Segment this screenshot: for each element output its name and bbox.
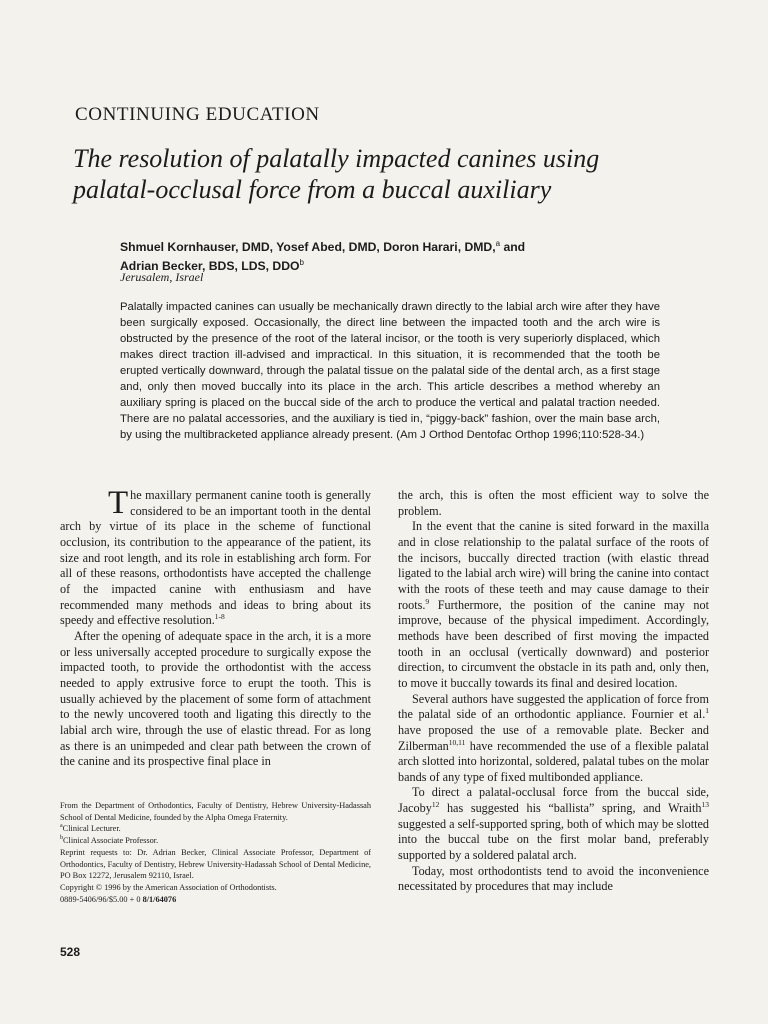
author-list xyxy=(120,236,680,274)
footnotes xyxy=(60,800,371,905)
citation-ref: 1-8 xyxy=(214,612,225,622)
body-paragraph: Several authors have suggested the application of force from the palatal side of an orthodontic appliance. Fournier et al.$^1$ have proposed the use of a removable plate. Becker and Zilberman$^{10,11}$ have recommended the use of a flexible palatal arch slotted into horizontal, soldered, palatal tubes on the molar bands of any type of fixed multibonded appliance. xyxy=(398,691,709,784)
authors-line-1: Shmuel Kornhauser, DMD, Yosef Abed, DMD, Doron Harari, DMD, xyxy=(120,240,496,255)
abstract: Palatally impacted canines can usually be mechanically drawn directly to the labial arch wire after they have been surgically exposed. Occasionally, the direct line between the impacted tooth and the arch wire is obstructed by the presence of the root of the lateral incisor, or the tooth is very superiorly displaced, which makes direct traction ill-advised and impractical. In this situation, it is recommended that the tooth be erupted vertically downward, through the palatal tissue on the palatal side of the dental arch, as a first stage and, only then moved buccally into its place in the arch. This article describes a method whereby an auxiliary spring is placed on the buccal side of the arch to produce the vertical and palatal traction needed. There are no palatal accessories, and the auxiliary is tied in, “piggy-back” fashion, over the main base arch, by using the multibracketed appliance already present. (Am J Orthod Dentofac Orthop 1996;110:528-34.) xyxy=(120,301,660,441)
authors-and: and xyxy=(500,240,526,255)
authors-line-2: Adrian Becker, BDS, LDS, DDO xyxy=(120,259,300,274)
body-paragraph: Today, most orthodontists tend to avoid the inconvenience necessitated by procedures that may include xyxy=(398,863,709,894)
footnote-code: 0889-5406/96/$5.00 + 0 8/1/64076 xyxy=(60,894,177,904)
citation-ref: 9 xyxy=(425,596,430,606)
body-paragraph: After the opening of adequate space in the arch, it is a more or less universally accepted procedure to surgically expose the impacted tooth, to provide the orthodontist with the access needed to apply extrusive force to erupt the tooth. This is usually achieved by the placement of some form of attachment to the newly uncovered tooth and ligating this directly to the labial arch wire, through the use of elastic thread. For as long as there is an unimpeded and clear path between the crown of the canine and its prospective final place in xyxy=(60,628,371,769)
citation-ref: 12 xyxy=(431,800,440,810)
footnote-copyright: Copyright © 1996 by the American Association of Orthodontists. xyxy=(60,882,277,892)
page-number: 528 xyxy=(60,945,81,959)
drop-cap: T xyxy=(108,485,129,521)
footnote-b: $^b$Clinical Associate Professor. xyxy=(60,835,159,846)
section-label: CONTINUING EDUCATION xyxy=(75,104,320,125)
title-line-1: The resolution of palatally impacted canines using xyxy=(73,144,600,173)
footnote-a: $^a$Clinical Lecturer. xyxy=(60,823,121,834)
footnote-reprint: Reprint requests to: Dr. Adrian Becker, Clinical Associate Professor, Department of Orthodontics, Faculty of Dentistry, Hebrew University-Hadassah School of Dental Medicine, PO Box 12272, Jerusalem 92110, Israel. xyxy=(60,847,371,881)
article-title xyxy=(73,143,713,205)
body-paragraph: In the event that the canine is sited forward in the maxilla and in close relationship to the palatal surface of the roots of the incisors, buccally directed traction (with elastic thread ligated to the labial arch wire) will bring the canine into contact with the roots of these teeth and may cause damage to their roots.$^9$ Furthermore, the position of the canine may not improve, because of the physical impediment. Accordingly, methods have been described of first moving the impacted tooth in an occlusal (vertically downward) and posterior direction, to circumvent the obstacle in its path and, only then, to move it buccally towards its final and desired location. xyxy=(398,519,709,690)
footnote-affiliation: From the Department of Orthodontics, Faculty of Dentistry, Hebrew University-Hadassah School of Dental Medicine, founded by the Alpha Omega Fraternity. xyxy=(60,801,371,822)
body-paragraph: the arch, this is often the most efficient way to solve the problem. xyxy=(398,488,709,518)
intro-text: he maxillary permanent canine tooth is generally considered to be an important tooth in the dental arch by virtue of its place in the scheme of functional occlusion, its contribution to the appearance of the patient, its size and root length, and its role in establishing arch form. For all of these reasons, orthodontists have accepted the challenge of the impacted canine with enthusiasm and have recommended many methods and ideas to bring about its speedy and effective resolution. xyxy=(60,488,371,628)
author-location: Jerusalem, Israel xyxy=(120,270,204,284)
affiliation-mark-b: b xyxy=(299,258,304,268)
citation-ref: 1 xyxy=(705,706,709,716)
right-column xyxy=(398,488,709,895)
intro-paragraph xyxy=(60,485,371,629)
citation-ref: 10,11 xyxy=(448,737,466,747)
affiliation-mark-a: a xyxy=(495,239,501,248)
title-line-2: palatal-occlusal force from a buccal auxiliary xyxy=(73,175,552,204)
body-paragraph: To direct a palatal-occlusal force from the buccal side, Jacoby$^{12}$ has suggested his “ballista” spring, and Wraith$^{13}$ suggested a self-supported spring, both of which may be slotted into the buccal tube on the first molar band, preferably supported by a soldered palatal arch. xyxy=(398,785,709,863)
citation-ref: 13 xyxy=(701,800,709,810)
left-column xyxy=(60,485,371,770)
